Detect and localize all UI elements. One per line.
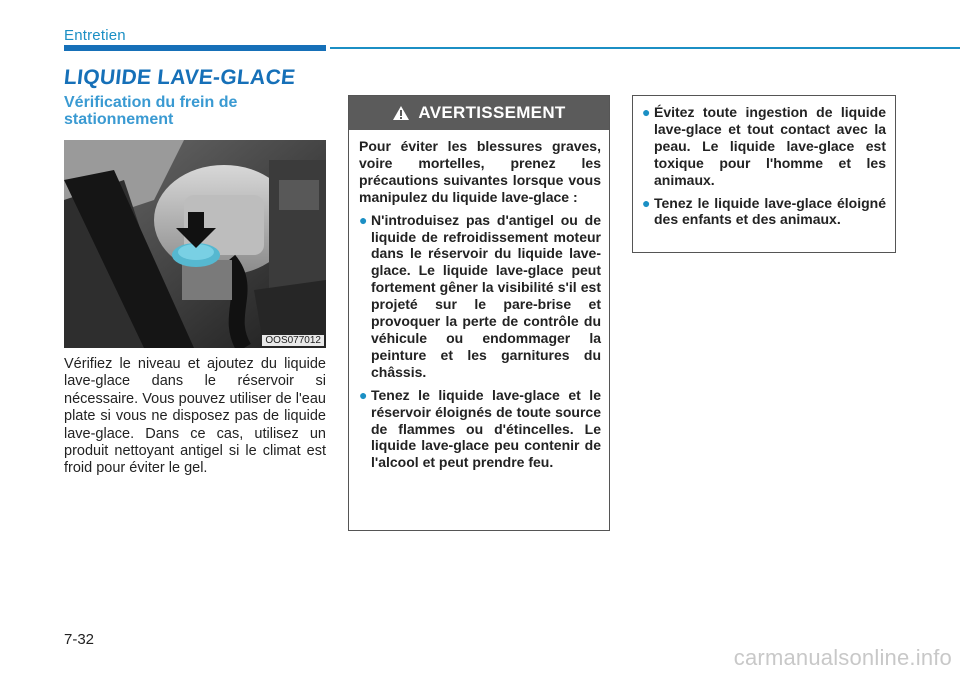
notes-box xyxy=(632,95,896,253)
bullet-dot-icon: ● xyxy=(359,211,368,228)
header-rule-thin xyxy=(330,47,960,49)
header-section-label: Entretien xyxy=(64,27,126,44)
subsection-title: Vérification du frein de stationnement xyxy=(64,94,238,128)
engine-illustration xyxy=(64,140,326,348)
section-title: LIQUIDE LAVE-GLACE xyxy=(62,66,297,89)
figure-code: OOS077012 xyxy=(262,335,324,346)
page-number: 7-32 xyxy=(64,631,95,648)
watermark: carmanualsonline.info xyxy=(733,645,952,670)
bullet-dot-icon: ● xyxy=(642,104,651,120)
bullet-dot-icon: ● xyxy=(359,386,368,403)
warning-header xyxy=(349,96,609,130)
header-rule-thick xyxy=(64,45,326,51)
warning-item: ● Tenez le liquide lave-glace et le réservoir éloignés de toute source de flammes ou d'étincelles. Le liquide lave-glace peu contenir de l'alcool et peut prendre feu. xyxy=(359,386,601,471)
note-item: ● Évitez toute ingestion de liquide lave-glace et tout contact avec la peau. Le liquide lave-glace est toxique pour l'homme et les animaux. xyxy=(642,104,886,188)
warning-box xyxy=(348,95,610,531)
engine-photo xyxy=(64,140,326,348)
warning-triangle-icon xyxy=(392,105,410,121)
warning-item: ● N'introduisez pas d'antigel ou de liquide de refroidissement moteur dans le réservoir du liquide lave-glace. Le liquide lave-glace peut fortement gêner la visibilité s'il est projeté sur le pare-brise et provoquer la perte de contrôle du véhicule ou endommager la peinture et les garnitures du châssis. xyxy=(359,211,601,380)
warning-intro: Pour éviter les blessures graves, voire mortelles, prenez les précautions suivantes lorsque vous manipulez du liquide lave-glace : xyxy=(359,138,601,205)
bullet-dot-icon: ● xyxy=(642,194,651,211)
warning-heading: AVERTISSEMENT xyxy=(418,103,566,122)
note-item: ● Tenez le liquide lave-glace éloigné des enfants et des animaux. xyxy=(642,194,886,228)
body-paragraph: Vérifiez le niveau et ajoutez du liquide lave-glace dans le réservoir si nécessaire. Vous pouvez utiliser de l'eau plate si vous ne disposez pas de liquide lave-glace. Dans ce cas, utilisez un produit nettoyant antigel si le climat est froid pour éviter le gel. xyxy=(64,356,326,477)
warning-body xyxy=(349,130,609,471)
